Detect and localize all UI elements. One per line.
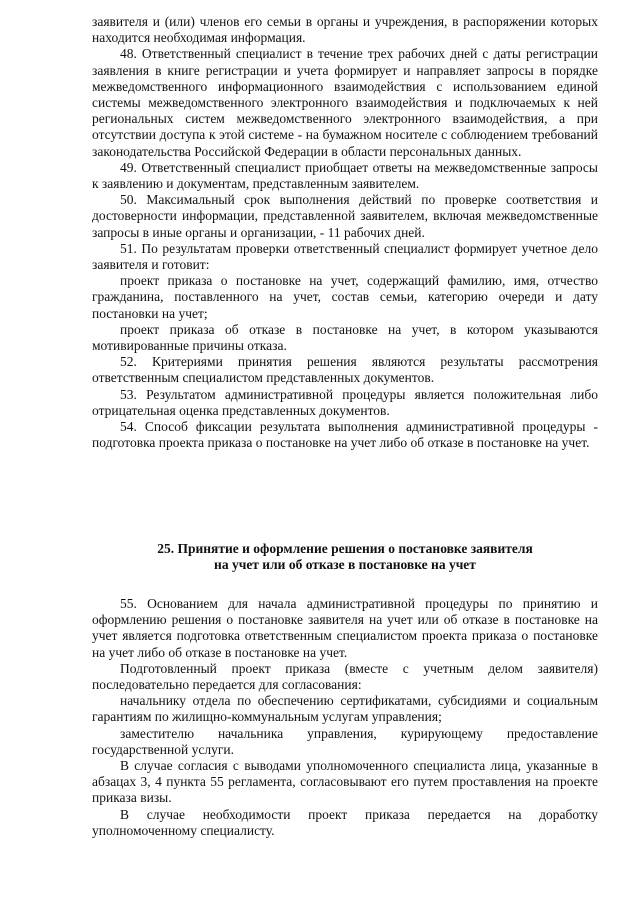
- paragraph-49: 49. Ответственный специалист приобщает ответы на межведомственные запросы к заявлению и документам, представленным заявителем.: [92, 159, 598, 192]
- paragraph-51-item-1: проект приказа о постановке на учет, содержащий фамилию, имя, отчество гражданина, поставленного на учет, состав семьи, категорию очереди и дату постановки на учет;: [92, 273, 598, 321]
- paragraph-52: 52. Критериями принятия решения являются результаты рассмотрения ответственным специалистом представленных документов.: [92, 354, 598, 386]
- paragraph-55: 55. Основанием для начала административной процедуры по принятию и оформлению решения о постановке заявителя на учет или об отказе в постановке на учет является подготовка ответственным специалистом проекта приказа о постановке на учет либо об отказе в постановке на учет.: [92, 596, 598, 660]
- section-heading: [92, 541, 598, 573]
- paragraph-54: 54. Способ фиксации результата выполнения административной процедуры - подготовка проекта приказа о постановке на учет либо об отказе в постановке на учет.: [92, 419, 598, 451]
- paragraph-51-item-2: проект приказа об отказе в постановке на учет, в котором указываются мотивированные причины отказа.: [92, 321, 598, 354]
- paragraph-48: 48. Ответственный специалист в течение трех рабочих дней с даты регистрации заявления в книге регистрации и учета формирует и направляет запросы в порядке межведомственного информационного взаимодействия с использованием единой системы межведомственного электронного взаимодействия и подключаемых к ней региональных систем межведомственного электронного взаимодействия, а при отсутствии доступа к этой системе - на бумажном носителе с соблюдением требований законодательства Российской Федерации в области персональных данных.: [92, 46, 598, 159]
- paragraph-approver-1: начальнику отдела по обеспечению сертификатами, субсидиями и социальным гарантиям по жилищно-коммунальным услугам управления;: [92, 693, 598, 725]
- paragraph-51: 51. По результатам проверки ответственный специалист формирует учетное дело заявителя и готовит:: [92, 240, 598, 273]
- section-heading-line-1: 25. Принятие и оформление решения о постановке заявителя: [157, 541, 533, 556]
- paragraph-approver-2: заместителю начальника управления, курирующему предоставление государственной услуги.: [92, 725, 598, 757]
- paragraph-53: 53. Результатом административной процедуры является положительная либо отрицательная оценка представленных документов.: [92, 386, 598, 418]
- paragraph-50: 50. Максимальный срок выполнения действий по проверке соответствия и достоверности информации, представленной заявителем, включая межведомственные запросы в иные органы и организации, - 11 рабочих дней.: [92, 192, 598, 240]
- paragraph-continuation: заявителя и (или) членов его семьи в органы и учреждения, в распоряжении которых находится необходимая информация.: [92, 14, 598, 46]
- paragraph-agreement: В случае согласия с выводами уполномоченного специалиста лица, указанные в абзацах 3, 4 пункта 55 регламента, согласовывают его путем проставления на проекте приказа визы.: [92, 758, 598, 806]
- paragraph-approval-order: Подготовленный проект приказа (вместе с учетным делом заявителя) последовательно передается для согласования:: [92, 660, 598, 693]
- text-block-top: [92, 14, 598, 451]
- paragraph-revision: В случае необходимости проект приказа передается на доработку уполномоченному специалисту.: [92, 806, 598, 838]
- section-heading-line-2: на учет или об отказе в постановке на учет: [214, 557, 476, 573]
- text-block-bottom: [92, 596, 598, 839]
